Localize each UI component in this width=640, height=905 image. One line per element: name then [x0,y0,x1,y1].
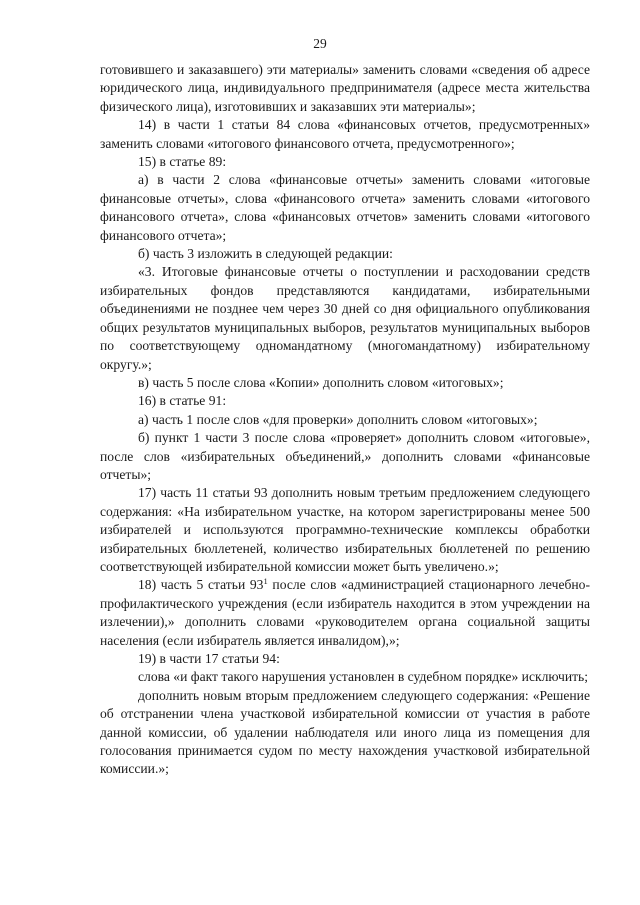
page-number: 29 [313,36,327,51]
document-body [100,61,590,779]
paragraph-quote-3: «3. Итоговые финансовые отчеты о поступлении и расходовании средств избирательных фондов представляются кандидатами, избирательными объединениями не позднее чем через 30 дней со дня официального опубликования общих результатов муниципальных выборов, результатов муниципальных выборов по соответствующему одномандатному (многомандатному) избирательному округу.»; [100,264,590,372]
superscript-1: 1 [263,576,268,587]
paragraph-item-15b: б) часть 3 изложить в следующей редакции: [138,246,393,262]
paragraph-item-16b: б) пункт 1 части 3 после слова «проверяет» дополнить словом «итоговые», после слов «избирательных объединений,» дополнить словами «финансовые отчеты»; [100,430,590,482]
paragraph-item-14: 14) в части 1 статьи 84 слова «финансовых отчетов, предусмотренных» заменить словами «итогового финансового отчета, предусмотренного»; [100,117,590,151]
paragraph-item-19-words: слова «и факт такого нарушения установлен в судебном порядке» исключить; [138,669,589,685]
paragraph-item-16a: а) часть 1 после слов «для проверки» дополнить словом «итоговых»; [138,411,538,427]
paragraph-item-15: 15) в статье 89: [138,154,227,170]
paragraph-item-15v: в) часть 5 после слова «Копии» дополнить словом «итоговых»; [138,374,504,390]
paragraph-item-19: 19) в части 17 статьи 94: [138,651,280,666]
paragraph-item-16: 16) в статье 91: [138,393,227,409]
item-18-prefix: 18) часть 5 статьи 93 [138,577,264,593]
paragraph-item-19-add: дополнить новым вторым предложением следующего содержания: «Решение об отстранении члена участковой избирательной комиссии от участия в работе данной комиссии, об удалении наблюдателя или иного лица из помещения для голосования принимается судом по месту нахождения участковой избирательной комиссии.»; [100,687,590,777]
paragraph-item-18 [100,576,590,650]
paragraph-1: готовившего и заказавшего) эти материалы» заменить словами «сведения об адресе юридического лица, индивидуального предпринимателя (адресе места жительства физического лица), изготовивших и заказавших эти материалы»; [100,62,590,114]
item-18-text: после слов «администрацией стационарного лечебно-профилактического учреждения (если избиратель находится в этом учреждении на излечении),» дополнить словами «руководителем органа социальной защиты населения (если избиратель является инвалидом),»; [100,577,591,648]
paragraph-item-15a: а) в части 2 слова «финансовые отчеты» заменить словами «итоговые финансовые отчеты», слова «финансового отчета» заменить словами «итогового финансового отчета», слова «финансовых отчетов» заменить словами «итогового финансового отчета»; [100,172,590,243]
paragraph-item-17: 17) часть 11 статьи 93 дополнить новым третьим предложением следующего содержания: «На избирательном участке, на котором зарегистрированы менее 500 избирателей и используются программно-технические комплексы обработки избирательных бюллетеней, количество избирательных бюллетеней по решению соответствующей избирательной комиссии может быть увеличено.»; [100,485,590,574]
